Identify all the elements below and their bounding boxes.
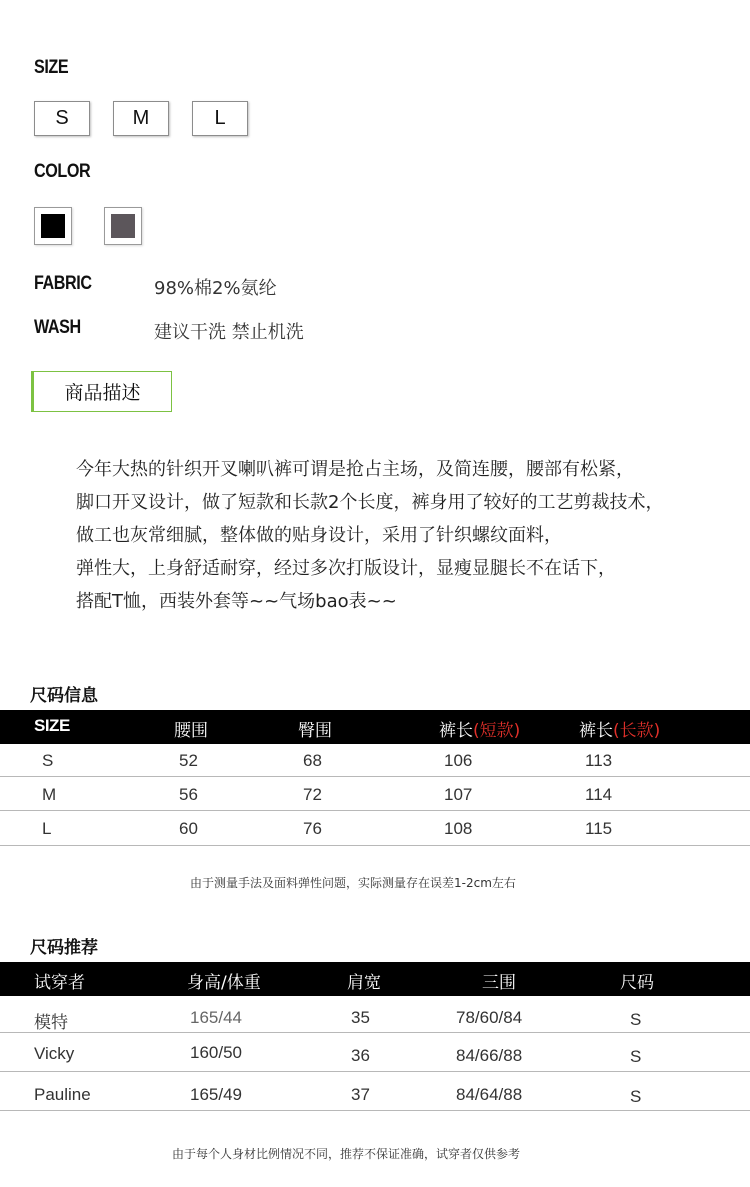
cell-size: S: [42, 751, 54, 770]
header-size: 尺码: [620, 973, 654, 993]
cell-short: 106: [444, 751, 473, 770]
header-length-long: [579, 716, 660, 741]
cell-short: 108: [444, 819, 473, 838]
cell-measurements: 84/66/88: [456, 1046, 523, 1065]
row-divider: [0, 1071, 750, 1072]
size-rec-note: 由于每个人身材比例情况不同，推荐不保证准确，试穿者仅供参考: [172, 1147, 521, 1161]
row-divider: [0, 845, 750, 846]
header-length-short: [439, 716, 520, 741]
fabric-value: 98%棉2%氨纶: [154, 278, 277, 299]
cell-size: M: [42, 785, 57, 804]
cell-height-weight: 165/49: [190, 1085, 242, 1104]
cell-shoulder: 35: [351, 1008, 370, 1027]
size-option-l[interactable]: L: [192, 101, 248, 136]
cell-shoulder: 37: [351, 1085, 370, 1104]
description-line: 弹性大，上身舒适耐穿，经过多次打版设计，显瘦显腿长不在话下，: [76, 558, 616, 579]
cell-shoulder: 36: [351, 1046, 370, 1065]
size-option-s[interactable]: S: [34, 101, 90, 136]
cell-size: S: [630, 1087, 642, 1106]
description-line: 脚口开叉设计，做了短款和长款2个长度，裤身用了较好的工艺剪裁技术，: [76, 492, 664, 513]
cell-measurements: 78/60/84: [456, 1008, 523, 1027]
row-divider: [0, 776, 750, 777]
cell-tester: Pauline: [34, 1085, 91, 1104]
cell-hip: 72: [303, 785, 322, 804]
fabric-label: FABRIC: [34, 273, 92, 294]
color-label: COLOR: [34, 161, 91, 182]
description-line: 今年大热的针织开叉喇叭裤可谓是抢占主场，及简连腰，腰部有松紧，: [76, 459, 634, 480]
header-hip: 臀围: [298, 721, 332, 741]
cell-hip: 68: [303, 751, 322, 770]
description-line: 搭配T恤，西装外套等~~气场bao表~~: [76, 591, 397, 612]
cell-height-weight: 165/44: [190, 1008, 242, 1027]
size-option-m[interactable]: M: [113, 101, 169, 136]
header-length-label: 裤长: [579, 721, 613, 741]
size-info-header: [0, 710, 750, 744]
cell-measurements: 84/64/88: [456, 1085, 523, 1104]
cell-long: 115: [585, 819, 613, 838]
black-swatch: [41, 214, 65, 238]
size-label: SIZE: [34, 57, 69, 78]
long-qualifier: (长款): [613, 721, 661, 741]
cell-hip: 76: [303, 819, 322, 838]
header-shoulder: 肩宽: [347, 973, 381, 993]
size-rec-header: [0, 962, 750, 996]
header-size: SIZE: [34, 716, 70, 735]
color-option-black[interactable]: [34, 207, 72, 245]
description-tag: 商品描述: [31, 371, 172, 412]
cell-short: 107: [444, 785, 473, 804]
cell-long: 114: [585, 785, 613, 804]
wash-value: 建议干洗 禁止机洗: [154, 322, 304, 343]
header-tester: 试穿者: [34, 973, 85, 993]
header-length-label: 裤长: [439, 721, 473, 741]
gray-swatch: [111, 214, 135, 238]
header-height-weight: 身高/体重: [187, 973, 261, 993]
size-info-note: 由于测量手法及面料弹性问题，实际测量存在误差1-2cm左右: [190, 876, 516, 890]
cell-waist: 52: [179, 751, 198, 770]
cell-height-weight: 160/50: [190, 1043, 242, 1062]
cell-waist: 60: [179, 819, 198, 838]
cell-tester: Vicky: [34, 1044, 75, 1063]
cell-tester: 模特: [34, 1013, 68, 1032]
header-waist: 腰围: [174, 721, 208, 741]
cell-size: L: [42, 819, 52, 838]
size-info-title: 尺码信息: [30, 686, 98, 706]
header-measurements: 三围: [482, 973, 516, 993]
short-qualifier: (短款): [473, 721, 521, 741]
row-divider: [0, 1110, 750, 1111]
color-option-gray[interactable]: [104, 207, 142, 245]
size-rec-title: 尺码推荐: [30, 938, 98, 958]
cell-waist: 56: [179, 785, 198, 804]
wash-label: WASH: [34, 317, 81, 338]
cell-size: S: [630, 1010, 642, 1029]
cell-long: 113: [585, 751, 613, 770]
description-line: 做工也灰常细腻，整体做的贴身设计，采用了针织螺纹面料，: [76, 525, 562, 546]
cell-size: S: [630, 1047, 642, 1066]
row-divider: [0, 1032, 750, 1033]
row-divider: [0, 810, 750, 811]
